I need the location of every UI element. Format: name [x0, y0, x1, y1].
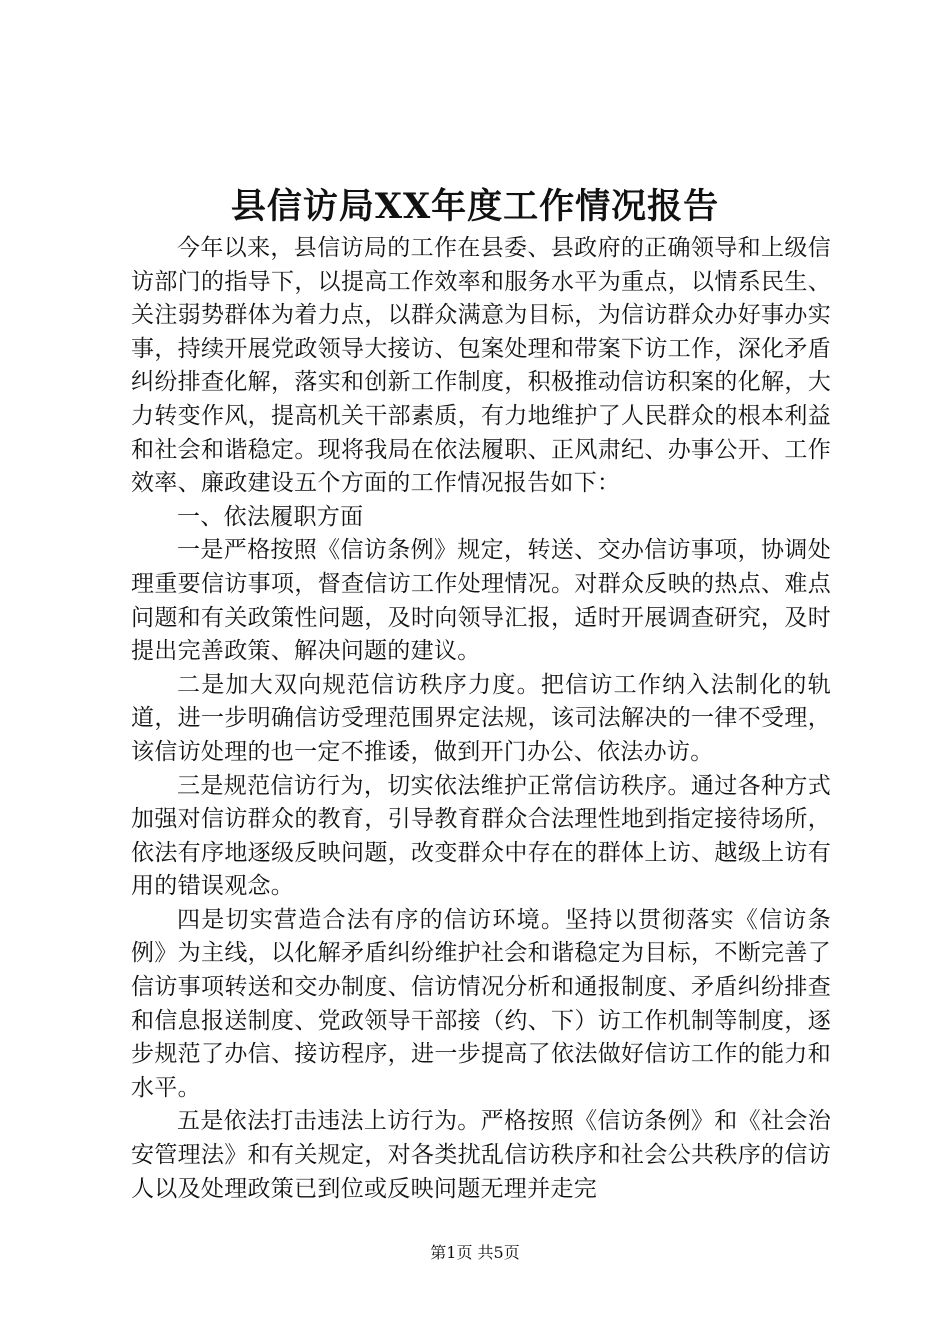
item-paragraph-3: 三是规范信访行为，切实依法维护正常信访秩序。通过各种方式加强对信访群众的教育，引导教育群众合法理性地到指定接待场所，依法有序地逐级反映问题，改变群众中存在的群体上访、越级上访有用的错误观念。 — [131, 772, 831, 900]
document-title: 县信访局XX年度工作情况报告 — [230, 186, 720, 227]
item-paragraph-4: 四是切实营造合法有序的信访环境。坚持以贯彻落实《信访条例》为主线，以化解矛盾纠纷维护社会和谐稳定为目标，不断完善了信访事项转送和交办制度、信访情况分析和通报制度、矛盾纠纷排查和信息报送制度、党政领导干部接（约、下）访工作机制等制度，逐步规范了办信、接访程序，进一步提高了依法做好信访工作的能力和水平。 — [131, 906, 831, 1101]
intro-paragraph: 今年以来，县信访局的工作在县委、县政府的正确领导和上级信访部门的指导下，以提高工作效率和服务水平为重点，以情系民生、关注弱势群体为着力点，以群众满意为目标，为信访群众办好事办实事，持续开展党政领导大接访、包案处理和带案下访工作，深化矛盾纠纷排查化解，落实和创新工作制度，积极推动信访积案的化解，大力转变作风，提高机关干部素质，有力地维护了人民群众的根本利益和社会和谐稳定。现将我局在依法履职、正风肃纪、办事公开、工作效率、廉政建设五个方面的工作情况报告如下： — [131, 235, 831, 497]
item-paragraph-1: 一是严格按照《信访条例》规定，转送、交办信访事项，协调处理重要信访事项，督查信访工作处理情况。对群众反映的热点、难点问题和有关政策性问题，及时向领导汇报，适时开展调查研究，及时提出完善政策、解决问题的建议。 — [131, 537, 831, 665]
section-heading: 一、依法履职方面 — [177, 503, 364, 530]
document-body — [131, 232, 831, 1206]
item-paragraph-5: 五是依法打击违法上访行为。严格按照《信访条例》和《社会治安管理法》和有关规定，对各类扰乱信访秩序和社会公共秩序的信访人以及处理政策已到位或反映问题无理并走完 — [131, 1108, 831, 1202]
page-number-footer: 第1页 共5页 — [430, 1243, 520, 1262]
item-paragraph-2: 二是加大双向规范信访秩序力度。把信访工作纳入法制化的轨道，进一步明确信访受理范围界定法规，该司法解决的一律不受理，该信访处理的也一定不推诿，做到开门办公、依法办访。 — [131, 671, 831, 765]
